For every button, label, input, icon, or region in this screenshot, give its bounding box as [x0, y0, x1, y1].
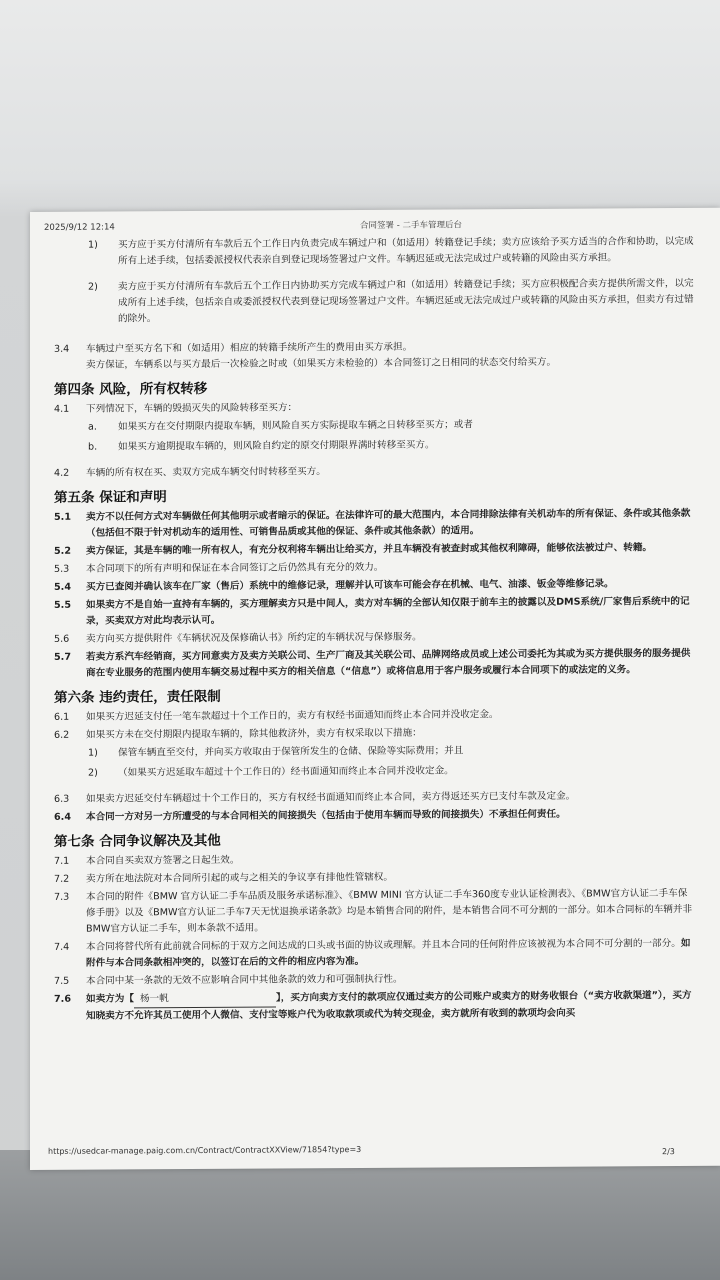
clause-7-2: 7.2 卖方所在地法院对本合同所引起的或与之相关的争议享有排他性管辖权。: [54, 871, 393, 885]
clause-item: 1) 买方应于买方付清所有车款后五个工作日内负责完成车辆过户和（如适用）转籍登记手续；卖方应该给予买方适当的合作和协助，以完成所有上述手续，包括委派授权代表亲自到登记现场签署过户文件。车辆迟延或无法完成过户或转籍的风险由买方承担。: [88, 235, 694, 267]
clause-5-5: 5.5 如果卖方不是自始一直持有车辆的，买方理解卖方只是中间人，卖方对车辆的全部认知仅限于前车主的披露以及DMS系统/厂家售后系统中的记录，买卖双方对此均表示认可。: [54, 595, 690, 627]
section-5-title: 第五条 保证和声明: [54, 489, 167, 506]
clause-3-4: 3.4 车辆过户至买方名下和（如适用）相应的转籍手续所产生的费用由买方承担。 卖方保证，车辆系以与买方最后一次检验之时或（如果买方未检验的）本合同签订之日相同的状态交付给买方。: [54, 341, 557, 371]
clause-5-2: 5.2 卖方保证，其是车辆的唯一所有权人，有充分权利将车辆出让给买方，并且车辆没有被查封或其他权利障碍，能够依法被过户、转籍。: [54, 542, 653, 557]
print-date: 2025/9/12 12:14: [44, 222, 115, 233]
clause-item: 2) 卖方应于买方付清所有车款后五个工作日内协助买方完成车辆过户和（如适用）转籍登记手续；买方应积极配合卖方提供所需文件，以完成所有上述手续，包括亲自或委派授权代表到登记现场签署过户文件。车辆迟延或无法完成过户或转籍的风险由买方承担，但卖方有过错的除外。: [88, 277, 694, 325]
print-url: https://usedcar-manage.paig.com.cn/Contract/ContractXXView/71854?type=3: [48, 1144, 362, 1156]
page-number: 2/3: [662, 1147, 675, 1157]
clause-6-2-1: 1) 保管车辆直至交付，并向买方收取由于保管所发生的仓储、保险等实际费用；并且: [88, 745, 464, 759]
clause-6-3: 6.3 如果卖方迟延交付车辆超过十个工作日的，买方有权经书面通知而终止本合同，卖方得返还买方已支付车款及定金。: [54, 790, 576, 805]
clause-4-1-b: b. 如果买方逾期提取车辆的，则风险自约定的原交付期限界满时转移至买方。: [88, 439, 435, 453]
clause-5-6: 5.6 卖方向买方提供附件《车辆状况及保修确认书》所约定的车辆状况与保修服务。: [54, 631, 422, 645]
contract-body: [54, 232, 694, 1027]
clause-6-4: 6.4 本合同一方对另一方所遭受的与本合同相关的间接损失（包括由于使用车辆而导致的间接损失）不承担任何责任。: [54, 808, 566, 823]
clause-5-4: 5.4 买方已查阅并确认该车在厂家（售后）系统中的维修记录，理解并认可该车可能会存在机械、电气、油漆、钣金等维修记录。: [54, 578, 614, 593]
clause-4-1: 4.1 下列情况下，车辆的毁损灭失的风险转移至买方：: [54, 402, 298, 415]
section-6-title: 第六条 违约责任，责任限制: [54, 688, 221, 706]
clause-5-7: 5.7 若卖方系汽车经销商，买方同意卖方及卖方关联公司、生产厂商及其关联公司、品牌网络成员或上述公司委托为其或为买方提供服务的服务提供商在专业服务的范围内使用车辆交易过程中买方的相关信息（“信息”）或将信息用于客户服务或履行本合同项下的或法定的义务。: [54, 647, 691, 679]
clause-6-2: 6.2 如果买方未在交付期限内提取车辆的，除其他救济外，卖方有权采取以下措施：: [54, 727, 422, 741]
clause-6-1: 6.1 如果买方迟延支付任一笔车款超过十个工作日的，卖方有权经书面通知而终止本合同并没收定金。: [54, 709, 499, 723]
section-4-title: 第四条 风险，所有权转移: [54, 380, 208, 398]
section-7-title: 第七条 合同争议解决及其他: [54, 832, 221, 850]
clause-5-3: 5.3 本合同项下的所有声明和保证在本合同签订之后仍然具有充分的效力。: [54, 561, 384, 575]
clause-4-2: 4.2 车辆的所有权在买、卖双方完成车辆交付时转移至买方。: [54, 466, 326, 479]
clause-7-1: 7.1 本合同自买卖双方签署之日起生效。: [54, 854, 240, 867]
clause-6-2-2: 2) （如果买方迟延取车超过十个工作日的）经书面通知而终止本合同并没收定金。: [88, 765, 454, 779]
clause-5-1: 5.1 卖方不以任何方式对车辆做任何其他明示或者暗示的保证。在法律许可的最大范围内，本合同排除法律有关机动车的所有保证、条件或其他条款（包括但不限于针对机动车的适用性、可销售品质或其他的保证、条件或其他条款）的适用。: [54, 507, 691, 539]
contract-page: [30, 208, 720, 1170]
clause-7-4: 7.4 本合同将替代所有此前就合同标的于双方之间达成的口头或书面的协议或理解。并且本合同的任何附件应该被视为本合同不可分割的一部分。如附件与本合同条款相冲突的，以签订在后的文件的相应内容为准。: [54, 937, 691, 969]
clause-7-3: 7.3 本合同的附件《BMW 官方认证二手车品质及服务承诺标准》、《BMW MINI 官方认证二手车360度专业认证检测表》、《BMW官方认证二手车保修手册》以及《BMW官方认证二手车7天无忧退换承诺条款》均是本销售合同的附件，是本销售合同不可分割的一部分。如本合同标的车辆并非BMW官方认证二手车，则本条款不适用。: [54, 887, 693, 935]
clause-7-5: 7.5 本合同中某一条款的无效不应影响合同中其他条款的效力和可强制执行性。: [54, 973, 403, 987]
print-title: 合同签署 - 二手车管理后台: [360, 220, 462, 231]
seller-name-field: 杨一帆: [134, 990, 276, 1008]
clause-7-6: 7.6 如卖方为【 杨一帆 】，买方向卖方支付的款项应仅通过卖方的公司账户或卖方的财务收银台（“卖方收款渠道”），买方知晓卖方不允许其员工使用个人微信、支付宝等账户代为收取款项或代为转交现金，卖方就所有收到的款项均会向买: [54, 989, 692, 1022]
clause-4-1-a: a. 如果买方在交付期限内提取车辆，则风险自买方实际提取车辆之日转移至买方；或者: [88, 419, 473, 433]
